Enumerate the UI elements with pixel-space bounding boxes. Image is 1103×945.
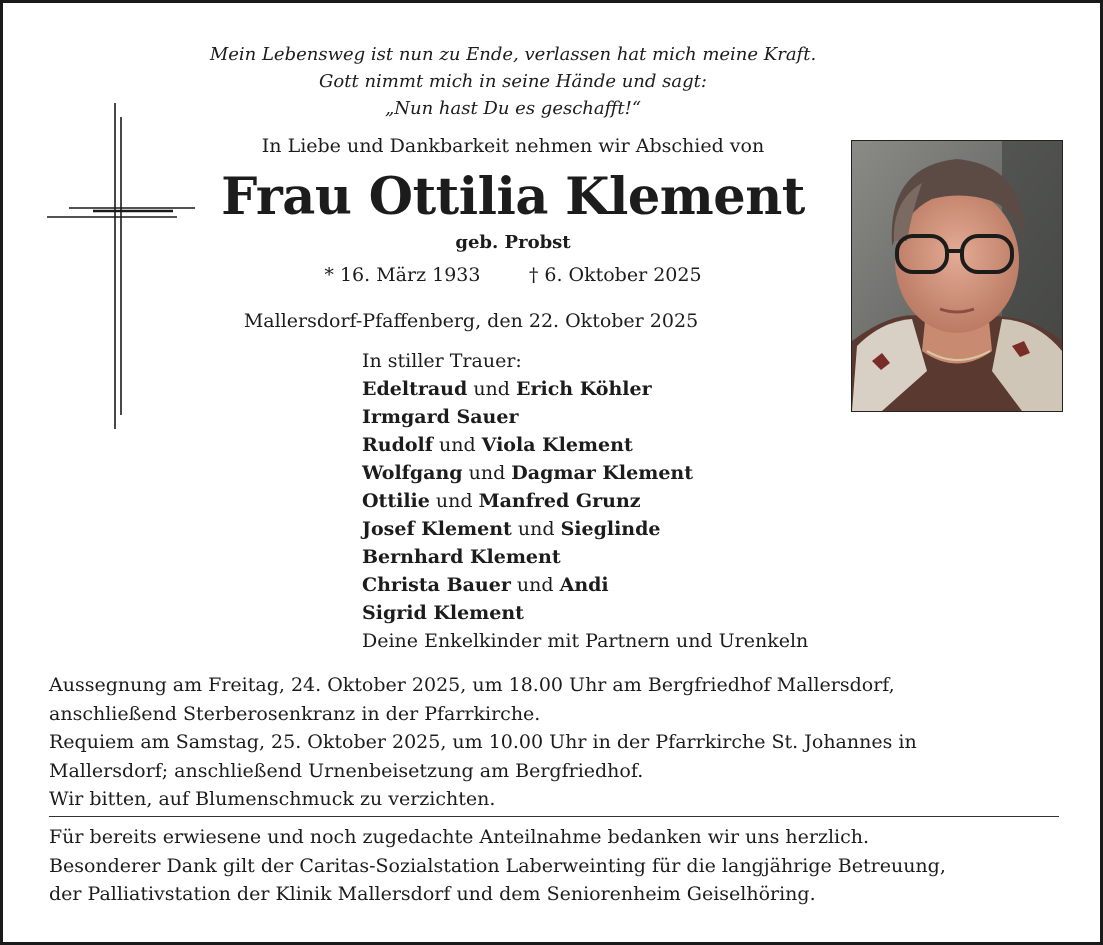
mourner-name: Sieglinde — [560, 518, 661, 540]
mourner-name: Andi — [559, 574, 609, 596]
mourners-footer: Deine Enkelkinder mit Partnern und Urenkeln — [362, 630, 809, 652]
mourner-connector: und — [467, 378, 516, 400]
mourner-rows — [362, 375, 808, 627]
farewell-intro: In Liebe und Dankbarkeit nehmen wir Abschied von — [261, 135, 765, 157]
mourner-row — [362, 571, 808, 599]
poem-line-3: „Nun hast Du es geschafft!“ — [384, 98, 642, 119]
mourner-row — [362, 375, 808, 403]
mourner-row — [362, 459, 808, 487]
details-line-5: Wir bitten, auf Blumenschmuck zu verzichten. — [49, 788, 496, 810]
mourner-name: Manfred Grunz — [478, 490, 641, 512]
mourner-name: Josef Klement — [362, 518, 512, 540]
mourner-row — [362, 515, 808, 543]
mourner-name: Irmgard Sauer — [362, 406, 519, 428]
details-line-4: Mallersdorf; anschließend Urnenbeisetzung am Bergfriedhof. — [49, 759, 644, 782]
mourner-row — [362, 431, 808, 459]
mourner-connector: und — [462, 462, 512, 484]
mourners-heading: In stiller Trauer: — [362, 350, 522, 372]
mourner-name: Bernhard Klement — [362, 546, 561, 568]
thanks-line-2: Besonderer Dank gilt der Caritas-Sozialstation Laberweinting für die langjährige Betreuung, — [49, 854, 946, 877]
mourner-connector: und — [510, 574, 560, 596]
thanks-line-1: Für bereits erwiesene und noch zugedachte Anteilnahme bedanken wir uns herzlich. — [49, 826, 870, 848]
mourner-row — [362, 599, 808, 627]
birth-date: * 16. März 1933 — [324, 264, 481, 286]
mourner-connector: und — [429, 490, 479, 512]
service-details — [49, 671, 1059, 814]
mourner-name: Sigrid Klement — [362, 602, 524, 624]
portrait-photo — [851, 140, 1063, 412]
mourner-row — [362, 543, 808, 571]
divider — [49, 816, 1059, 817]
mourner-name: Dagmar Klement — [511, 462, 693, 484]
birth-name: geb. Probst — [455, 232, 571, 253]
mourner-row — [362, 487, 808, 515]
mourner-connector: und — [511, 518, 561, 540]
mourner-name: Viola Klement — [481, 434, 633, 456]
poem-line-2: Gott nimmt mich in seine Hände und sagt: — [319, 71, 707, 92]
mourner-name: Rudolf — [362, 434, 433, 456]
mourner-row — [362, 403, 808, 431]
mourner-name: Erich Köhler — [516, 378, 652, 400]
mourner-name: Ottilie — [362, 490, 430, 512]
death-date: † 6. Oktober 2025 — [528, 264, 702, 286]
details-line-1: Aussegnung am Freitag, 24. Oktober 2025, um 18.00 Uhr am Bergfriedhof Mallersdorf, — [49, 674, 895, 696]
details-line-2: anschließend Sterberosenkranz in der Pfarrkirche. — [49, 702, 541, 725]
mourner-name: Christa Bauer — [362, 574, 511, 596]
poem-line-1: Mein Lebensweg ist nun zu Ende, verlassen hat mich meine Kraft. — [209, 44, 817, 65]
thanks-line-3: der Palliativstation der Klinik Mallersdorf und dem Seniorenheim Geiselhöring. — [49, 883, 816, 905]
life-dates — [123, 264, 903, 286]
deceased-name: Frau Ottilia Klement — [221, 167, 805, 227]
mourner-name: Edeltraud — [362, 378, 468, 400]
mourners-list — [362, 347, 808, 655]
thanks-section — [49, 823, 1069, 909]
place-and-date: Mallersdorf-Pfaffenberg, den 22. Oktober 2025 — [243, 310, 699, 332]
details-line-3: Requiem am Samstag, 25. Oktober 2025, um 10.00 Uhr in der Pfarrkirche St. Johannes in — [49, 731, 917, 753]
mourner-name: Wolfgang — [362, 462, 463, 484]
mourner-connector: und — [432, 434, 482, 456]
